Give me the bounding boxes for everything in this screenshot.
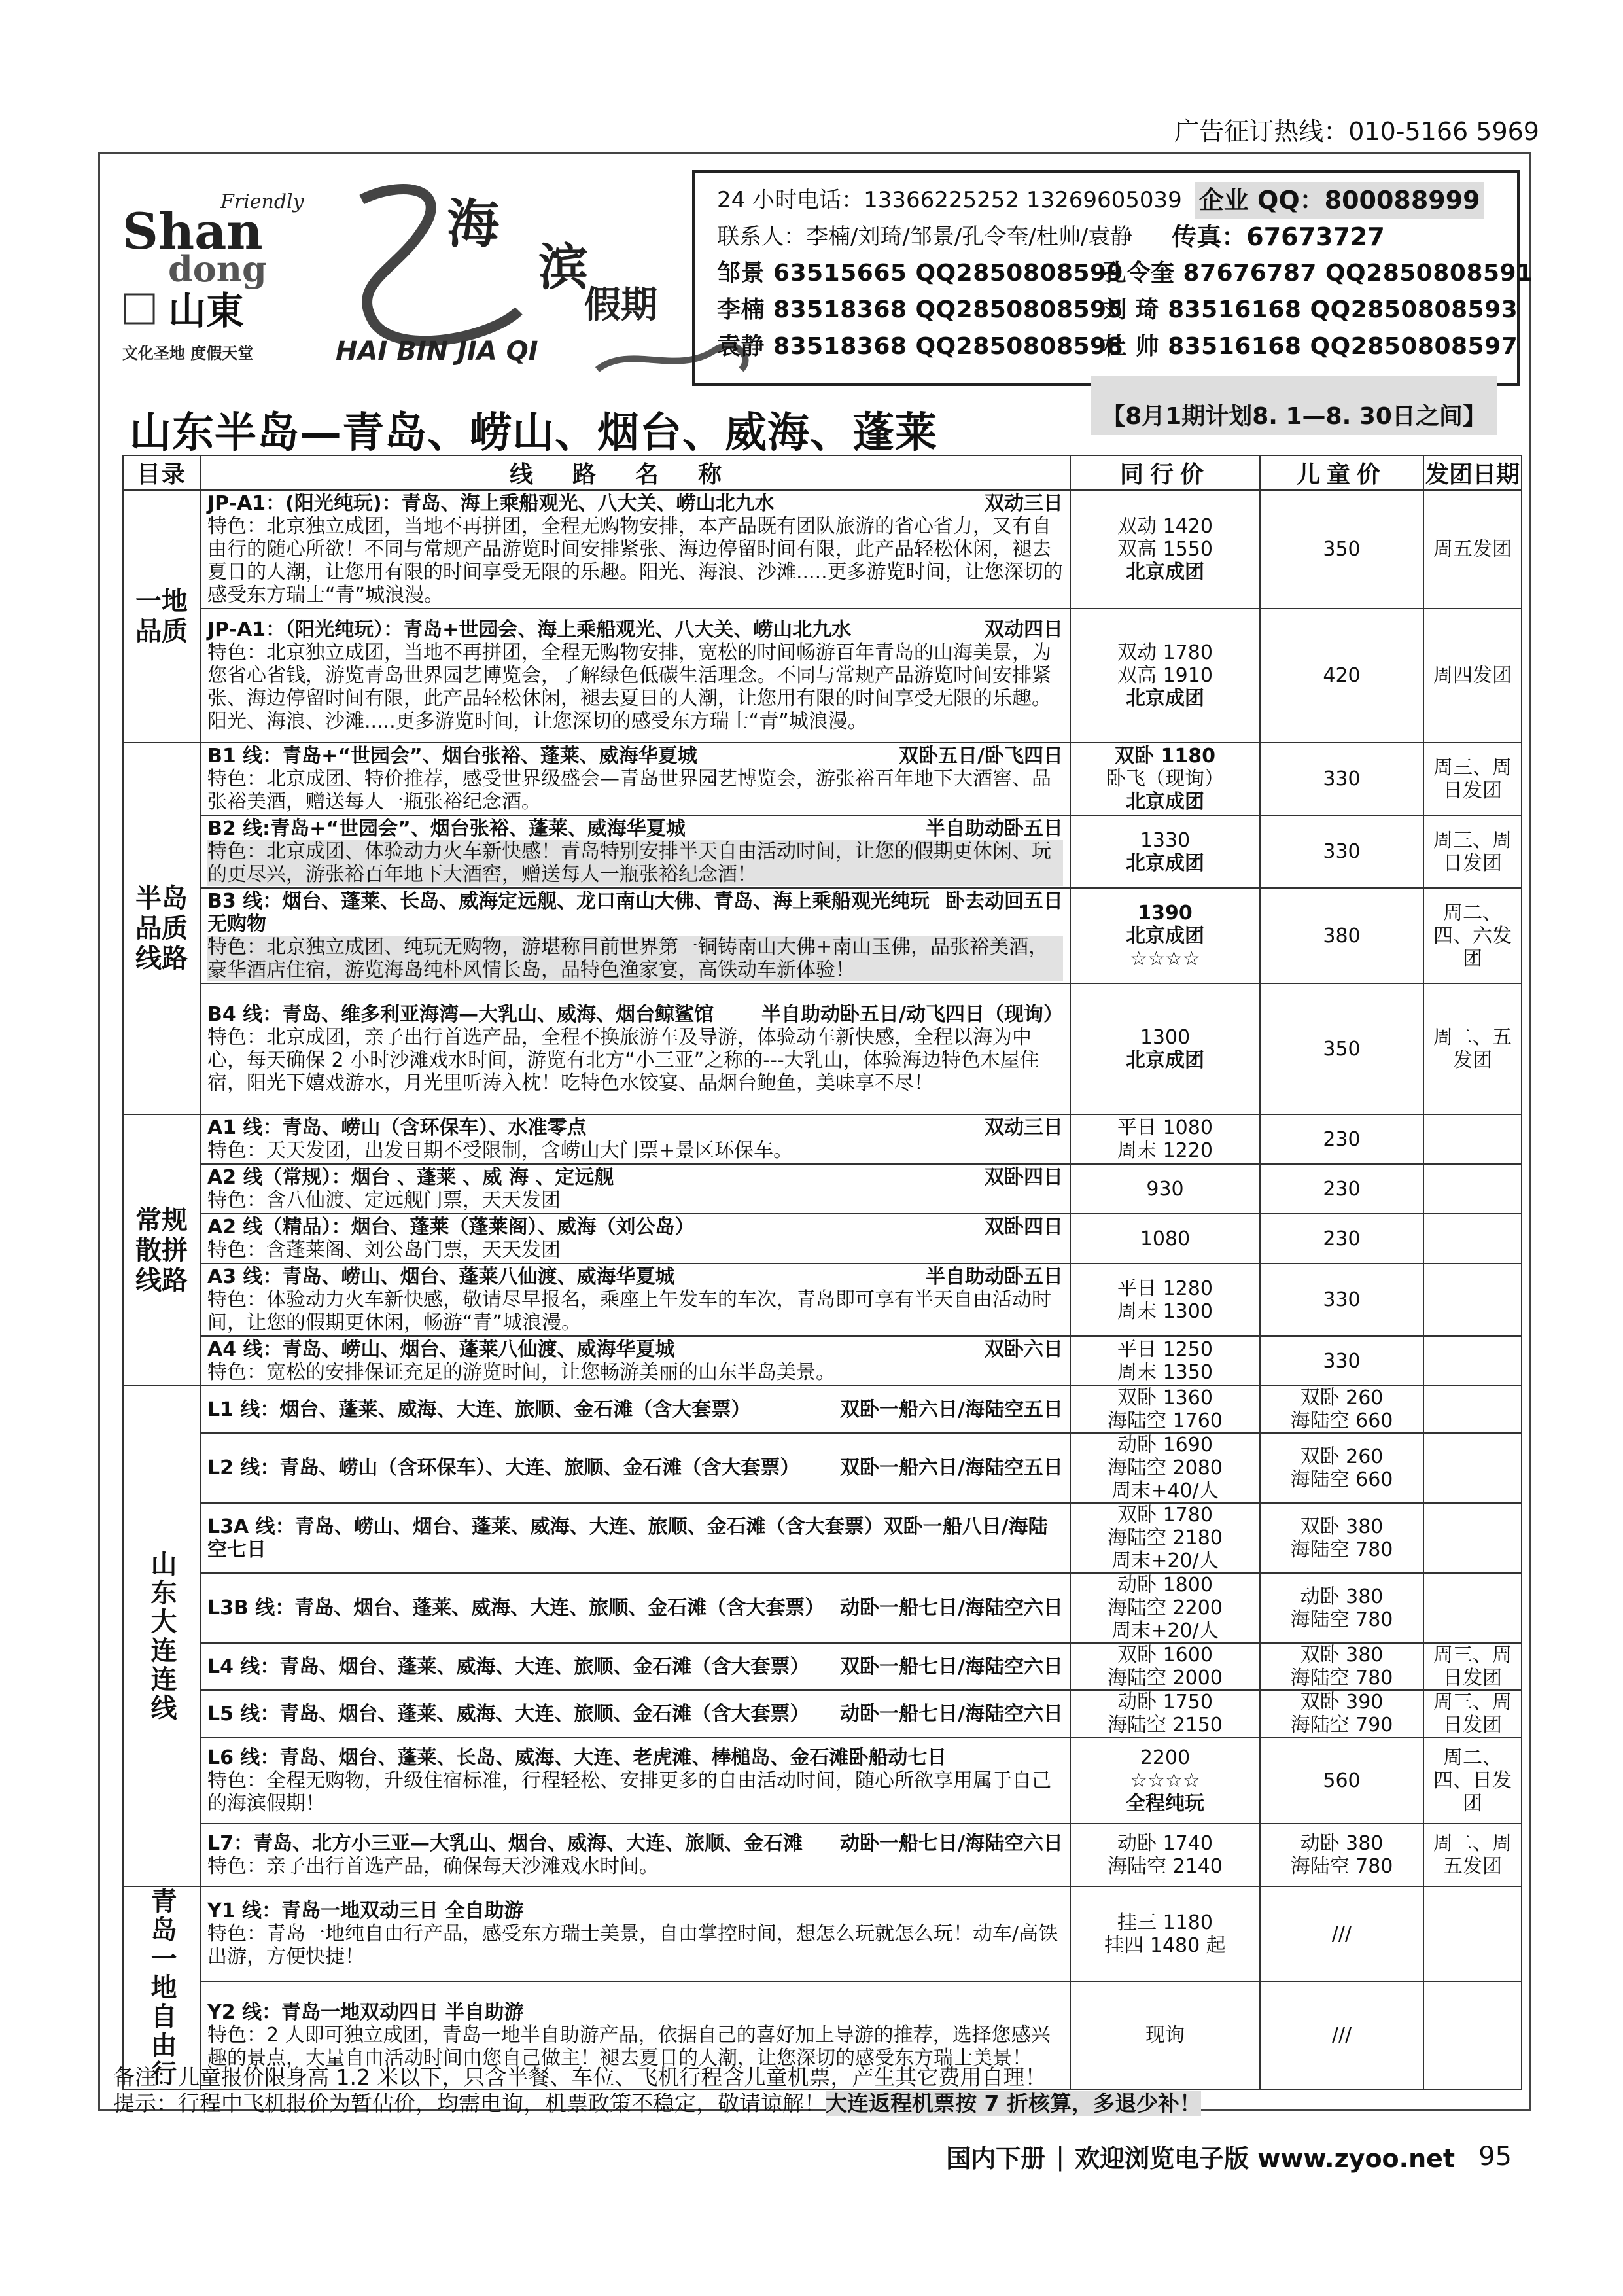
child-price-line: 双卧 380: [1300, 1644, 1384, 1667]
table-row: [123, 983, 1522, 1114]
route-features: 特色：北京独立成团、纯玩无购物，游堪称目前世界第一铜铸南山大佛+南山玉佛，品张裕美酒，豪华酒店住宿，游览海岛纯朴风情长岛，品特色渔家宴，高铁动车新体验！: [207, 936, 1063, 981]
route-name: B1 线：青岛+“世园会”、烟台张裕、蓬莱、威海华夏城: [207, 745, 697, 768]
contact-people: 联系人：李楠/刘琦/邹景/孔令奎/杜帅/袁静: [717, 224, 1133, 250]
price-line: 现询: [1145, 2024, 1185, 2047]
table-row: [123, 490, 1522, 609]
departure-cell: 周二、周五发团: [1423, 1824, 1522, 1886]
price-line: 平日 1250: [1117, 1338, 1213, 1361]
departure-cell: 周四发团: [1423, 609, 1522, 743]
route-features: 特色：天天发团，出发日期不受限制，含崂山大门票+景区环保车。: [207, 1139, 794, 1162]
route-title: [207, 1655, 1063, 1678]
child-price-line: 海陆空 660: [1290, 1409, 1393, 1432]
departure-cell: 周二、五发团: [1423, 983, 1522, 1114]
departure-cell: [1423, 1263, 1522, 1336]
child-price-cell: 330: [1260, 743, 1423, 815]
route-features: 特色：体验动力火车新快感，敬请尽早报名，乘座上午发车的车次，青岛即可享有半天自由活动时间，让您的假期更休闲，畅游“青”城浪漫。: [207, 1288, 1051, 1334]
route-name: L4 线：青岛、烟台、蓬莱、威海、大连、旅顺、金石滩（含大套票）: [207, 1655, 810, 1678]
table-row: [123, 1573, 1522, 1643]
route-name: B2 线:青岛+“世园会”、烟台张裕、蓬莱、威海华夏城: [207, 817, 686, 840]
departure-cell: [1423, 1336, 1522, 1386]
route-name: L1 线：烟台、蓬莱、威海、大连、旅顺、金石滩（含大套票）: [207, 1398, 751, 1421]
route-duration: 双卧六日: [985, 1338, 1063, 1361]
header-child-price: 儿童价: [1260, 455, 1423, 490]
route-name: L7：青岛、北方小三亚—大乳山、烟台、威海、大连、旅顺、金石滩: [207, 1832, 803, 1855]
price-cell: [1070, 1164, 1260, 1214]
header-price: 同行价: [1070, 455, 1260, 490]
price-line: 周末+20/人: [1111, 1549, 1219, 1572]
route-cell: [200, 1263, 1070, 1336]
table-row: [123, 1886, 1522, 1981]
route-features: 特色：北京独立成团，当地不再拼团，全程无购物安排，本产品既有团队旅游的省心省力，又有自由行的随心所欲！不同与常规产品游览时间安排紧张、海边停留时间有限，此产品轻松休闲，褪去夏日的人潮，让您用有限的时间享受无限的乐趣。阳光、海浪、沙滩.....更多游览时间，让您深切的感受东方瑞士“青”城浪漫。: [207, 515, 1063, 607]
contact-person-row: [717, 328, 1518, 365]
contact-person: 刘 琦 83516168 QQ2850808593: [1103, 296, 1518, 323]
price-cell: [1070, 1886, 1260, 1981]
departure-cell: [1423, 1114, 1522, 1164]
route-features: 特色：北京成团，亲子出行首选产品，全程不换旅游车及导游，体验动车新快感，全程以海为中心，每天确保 2 小时沙滩戏水时间，游览有北方“小三亚”之称的---大乳山，体验海边特色木屋住宿，阳光下嬉戏游水，月光里听涛入枕！吃特色水饺宴、品烟台鲍鱼，美味享不尽！: [207, 1026, 1039, 1095]
route-duration: 动卧一船七日/海陆空六日: [840, 1832, 1063, 1855]
price-cell: [1070, 1336, 1260, 1386]
route-title: [207, 2001, 1063, 2024]
page-frame: [98, 152, 1533, 2116]
price-cell: [1070, 1690, 1260, 1737]
note-child: 备注：儿童报价限身高 1.2 米以下，只含半餐、车位、飞机行程含儿童机票，产生其它费用自理！: [113, 2064, 1047, 2090]
child-price-cell: 330: [1260, 815, 1423, 888]
price-line: 1390: [1138, 901, 1193, 925]
contact-person: 孔令奎 87676787 QQ2850808591: [1103, 260, 1533, 287]
page-number: 95: [1478, 2141, 1512, 2172]
price-cell: [1070, 1433, 1260, 1503]
price-line: 海陆空 2200: [1108, 1597, 1223, 1619]
route-title: [207, 492, 1063, 515]
departure-cell: [1423, 1573, 1522, 1643]
child-price-line: 动卧 380: [1300, 1832, 1384, 1855]
page-footer: [946, 2138, 1512, 2174]
table-row: [123, 1824, 1522, 1886]
price-line: 周末 1300: [1117, 1299, 1213, 1323]
price-line: 2200: [1140, 1746, 1191, 1769]
note-tip: [113, 2091, 1201, 2117]
route-name: A2 线（精品）：烟台、蓬莱（蓬莱阁）、威海（刘公岛）: [207, 1216, 695, 1239]
route-features: 特色：北京成团、体验动力火车新快感！青岛特别安排半天自由活动时间，让您的假期更休闲、玩的更尽兴，游张裕百年地下大酒窖，赠送每人一瓶张裕纪念酒！: [207, 840, 1063, 886]
price-line: 1080: [1140, 1227, 1191, 1250]
price-cell: [1070, 983, 1260, 1114]
table-row: [123, 1214, 1522, 1263]
price-line: 双高 1910: [1117, 664, 1213, 687]
category-cell: 青岛一地自由行: [123, 1886, 200, 2089]
departure-cell: 周三、周日发团: [1423, 1643, 1522, 1690]
departure-cell: 周二、四、日发团: [1423, 1737, 1522, 1824]
route-title: [207, 1746, 1063, 1769]
footer-section: 国内下册: [946, 2144, 1046, 2173]
route-name: A2 线（常规）：烟台 、蓬莱 、威 海 、定远舰: [207, 1166, 614, 1189]
route-cell: [200, 1643, 1070, 1690]
price-cell: [1070, 1737, 1260, 1824]
price-line: 930: [1146, 1177, 1184, 1201]
route-cell: [200, 490, 1070, 609]
price-cell: [1070, 490, 1260, 609]
route-name: B4 线：青岛、维多利亚海湾—大乳山、威海、烟台鲸鲨馆: [207, 1003, 714, 1026]
child-price-cell: ///: [1260, 1981, 1423, 2089]
table-row: [123, 1263, 1522, 1336]
route-title: [207, 1265, 1063, 1288]
price-cell: [1070, 1386, 1260, 1433]
route-duration: 双动四日: [985, 618, 1063, 641]
route-name: Y2 线：青岛一地双动四日 半自助游: [207, 2001, 524, 2024]
price-line: 北京成团: [1126, 1049, 1204, 1072]
price-line: 平日 1280: [1117, 1277, 1213, 1300]
route-features: 特色：2 人即可独立成团，青岛一地半自助游产品，依据自己的喜好加上导游的推荐，选择您感兴趣的景点，大量自由活动时间由您自己做主！褪去夏日的人潮，让您深切的感受东方瑞士美景！: [207, 2024, 1051, 2070]
route-duration: 半自助动卧五日/动飞四日（现询）: [761, 1003, 1063, 1026]
child-price-line: 海陆空 790: [1290, 1714, 1393, 1737]
route-name: A3 线：青岛、崂山、烟台、蓬莱八仙渡、威海华夏城: [207, 1265, 675, 1288]
child-price-cell: 230: [1260, 1164, 1423, 1214]
route-cell: [200, 1690, 1070, 1737]
fax-number: 传真：67673727: [1172, 222, 1385, 251]
route-duration: 双卧一船六日/海陆空五日: [840, 1457, 1063, 1479]
table-row: [123, 888, 1522, 983]
price-line: 双高 1550: [1117, 538, 1213, 561]
route-duration: 动卧一船七日/海陆空六日: [840, 1702, 1063, 1725]
table-row: [123, 1164, 1522, 1214]
shandong-logo: [122, 190, 312, 366]
footer-link[interactable]: 欢迎浏览电子版 www.zyoo.net: [1075, 2144, 1456, 2173]
price-line: 挂四 1480 起: [1104, 1934, 1226, 1957]
table-row: [123, 1114, 1522, 1164]
child-price-cell: [1260, 1643, 1423, 1690]
route-table: [122, 455, 1522, 2090]
route-duration: 双卧四日: [985, 1166, 1063, 1189]
child-price-cell: 560: [1260, 1737, 1423, 1824]
price-cell: [1070, 1573, 1260, 1643]
route-name: L6 线：青岛、烟台、蓬莱、长岛、威海、大连、老虎滩、棒槌岛、金石滩卧船动七日: [207, 1746, 947, 1769]
notes: [113, 2064, 1201, 2117]
route-title: [207, 618, 1063, 641]
child-price-cell: ///: [1260, 1886, 1423, 1981]
price-line: 周末+20/人: [1111, 1619, 1219, 1642]
category-cell: 半岛品质线路: [123, 743, 200, 1114]
child-price-line: 动卧 380: [1300, 1585, 1384, 1608]
svg-text:Shan: Shan: [122, 202, 263, 260]
route-name: L2 线：青岛、崂山（含环保车）、大连、旅顺、金石滩（含大套票）: [207, 1457, 800, 1479]
route-title: [207, 745, 1063, 768]
route-title: [207, 1597, 1063, 1619]
price-cell: [1070, 1503, 1260, 1573]
price-line: ☆☆☆☆: [1130, 1769, 1200, 1792]
route-title: [207, 1457, 1063, 1479]
category-cell: 常规散拼线路: [123, 1114, 200, 1386]
price-line: 北京成团: [1126, 790, 1204, 813]
route-cell: [200, 743, 1070, 815]
route-cell: [200, 815, 1070, 888]
departure-cell: [1423, 1164, 1522, 1214]
route-title: [207, 1166, 1063, 1189]
svg-text:山東: 山東: [168, 289, 245, 333]
price-line: 海陆空 2150: [1108, 1714, 1223, 1737]
route-title: [207, 1899, 1063, 1922]
route-features: 特色：宽松的安排保证充足的游览时间，让您畅游美丽的山东半岛美景。: [207, 1361, 835, 1384]
route-cell: [200, 1164, 1070, 1214]
route-title: [207, 1116, 1063, 1139]
route-duration: 双卧一船六日/海陆空五日: [840, 1398, 1063, 1421]
table-row: [123, 1643, 1522, 1690]
price-cell: [1070, 1114, 1260, 1164]
route-name: L5 线：青岛、烟台、蓬莱、威海、大连、旅顺、金石滩（含大套票）: [207, 1702, 810, 1725]
contact-people-row: [717, 219, 1497, 255]
route-name: JP-A1：（阳光纯玩）：青岛+世园会、海上乘船观光、八大关、崂山北九水: [207, 618, 852, 641]
price-cell: [1070, 888, 1260, 983]
price-cell: [1070, 815, 1260, 888]
price-line: 挂三 1180: [1117, 1911, 1213, 1934]
departure-cell: [1423, 1214, 1522, 1263]
route-title: [207, 1216, 1063, 1239]
route-cell: [200, 1886, 1070, 1981]
price-line: 双卧 1180: [1115, 745, 1215, 768]
route-title: [207, 1003, 1063, 1026]
child-price-line: 双卧 390: [1300, 1691, 1384, 1714]
child-price-cell: 230: [1260, 1214, 1423, 1263]
route-title: [207, 890, 1063, 936]
svg-text:海: 海: [447, 193, 499, 255]
svg-text:HAI BIN JIA QI: HAI BIN JIA QI: [336, 336, 538, 366]
child-price-cell: 330: [1260, 1263, 1423, 1336]
route-cell: [200, 1214, 1070, 1263]
departure-cell: [1423, 1433, 1522, 1503]
departure-cell: 周三、周日发团: [1423, 743, 1522, 815]
price-line: 北京成团: [1126, 687, 1204, 710]
price-line: 海陆空 2000: [1108, 1667, 1223, 1689]
price-cell: [1070, 1643, 1260, 1690]
route-cell: [200, 1386, 1070, 1433]
price-line: 双动 1420: [1117, 515, 1213, 538]
child-price-line: 海陆空 780: [1290, 1538, 1393, 1561]
route-cell: [200, 983, 1070, 1114]
price-cell: [1070, 1214, 1260, 1263]
note-tip-text: 提示：行程中飞机报价为暂估价，均需电询，机票政策不稳定，敬请谅解！: [113, 2091, 826, 2116]
route-duration: 双卧五日/卧飞四日: [899, 745, 1063, 768]
table-row: [123, 1336, 1522, 1386]
route-title: [207, 1338, 1063, 1361]
table-row: [123, 1503, 1522, 1573]
departure-cell: [1423, 1886, 1522, 1981]
hotline-numbers: 13366225252 13269605039: [864, 187, 1182, 213]
contact-box: [692, 170, 1533, 386]
route-title: [207, 1703, 1063, 1725]
route-name: A4 线：青岛、崂山、烟台、蓬莱八仙渡、威海华夏城: [207, 1338, 675, 1361]
price-line: 平日 1080: [1117, 1116, 1213, 1139]
header-date: 发团日期: [1423, 455, 1522, 490]
note-tip-highlight: 大连返程机票按 7 折核算，多退少补！: [826, 2091, 1201, 2116]
table-row: [123, 743, 1522, 815]
child-price-cell: 330: [1260, 1336, 1423, 1386]
route-name: L3A 线：青岛、崂山、烟台、蓬莱、威海、大连、旅顺、金石滩（含大套票）双卧一船八日/海陆空七日: [207, 1515, 1048, 1561]
price-line: 周末 1220: [1117, 1139, 1213, 1162]
departure-cell: [1423, 1386, 1522, 1433]
departure-cell: 周三、周日发团: [1423, 815, 1522, 888]
route-features: 特色：北京独立成团，当地不再拼团，全程无购物安排，宽松的时间畅游百年青岛的山海美景，为您省心省钱，游览青岛世界园艺博览会，了解绿色低碳生活理念。不同与常规产品游览时间安排紧张、海边停留时间有限，此产品轻松休闲，褪去夏日的人潮，让您用有限的时间享受无限的乐趣。阳光、海浪、沙滩.....更多游览时间，让您深切的感受东方瑞士“青”城浪漫。: [207, 641, 1051, 733]
route-duration: 动卧一船七日/海陆空六日: [840, 1597, 1063, 1619]
price-line: 周末 1350: [1117, 1361, 1213, 1384]
route-title: [207, 817, 1063, 840]
price-line: 动卧 1690: [1117, 1434, 1213, 1457]
price-line: 海陆空 2080: [1108, 1457, 1223, 1479]
table-row: [123, 1690, 1522, 1737]
svg-text:滨: 滨: [538, 238, 588, 296]
table-row: [123, 1737, 1522, 1824]
price-line: 动卧 1800: [1117, 1574, 1213, 1597]
route-cell: [200, 888, 1070, 983]
route-title: [207, 1515, 1063, 1561]
price-line: ☆☆☆☆: [1130, 947, 1200, 970]
category-cell: 一地品质: [123, 490, 200, 743]
route-cell: [200, 1824, 1070, 1886]
price-line: 动卧 1740: [1117, 1832, 1213, 1855]
route-features: 特色：含蓬莱阁、刘公岛门票，天天发团: [207, 1239, 561, 1262]
child-price-line: 双卧 260: [1300, 1445, 1384, 1468]
price-cell: [1070, 1824, 1260, 1886]
route-duration: 卧去动回五日: [945, 890, 1063, 913]
svg-text:假期: 假期: [584, 283, 657, 327]
route-name: L3B 线：青岛、烟台、蓬莱、威海、大连、旅顺、金石滩（含大套票）: [207, 1597, 825, 1619]
child-price-cell: [1260, 1433, 1423, 1503]
child-price-line: 海陆空 780: [1290, 1608, 1393, 1631]
child-price-cell: [1260, 1503, 1423, 1573]
price-line: 双动 1780: [1117, 641, 1213, 664]
price-line: 1300: [1140, 1026, 1191, 1049]
departure-cell: 周三、周日发团: [1423, 1690, 1522, 1737]
route-cell: [200, 609, 1070, 743]
route-title: [207, 1832, 1063, 1855]
child-price-cell: 230: [1260, 1114, 1423, 1164]
table-row: [123, 1386, 1522, 1433]
route-cell: [200, 1114, 1070, 1164]
price-line: 北京成团: [1126, 924, 1204, 947]
header-category: 目录: [123, 455, 200, 490]
child-price-line: 海陆空 780: [1290, 1667, 1393, 1689]
child-price-line: 双卧 380: [1300, 1515, 1384, 1538]
price-line: 双卧 1780: [1117, 1504, 1213, 1527]
child-price-cell: [1260, 1573, 1423, 1643]
child-price-cell: 350: [1260, 983, 1423, 1114]
price-line: 全程纯玩: [1126, 1792, 1204, 1815]
contact-person: 袁静 83518368 QQ2850808598: [717, 333, 1124, 360]
child-price-cell: [1260, 1690, 1423, 1737]
price-line: 北京成团: [1126, 561, 1204, 584]
ad-hotline: 广告征订热线：010-5166 5969: [1174, 117, 1539, 146]
route-features: 特色：全程无购物，升级住宿标准，行程轻松、安排更多的自由活动时间，随心所欲享用属于自己的海滨假期！: [207, 1769, 1051, 1815]
departure-cell: [1423, 1503, 1522, 1573]
header-route: 线路名称: [200, 455, 1070, 490]
table-header: [123, 455, 1522, 490]
child-price-line: 海陆空 660: [1290, 1468, 1393, 1491]
child-price-cell: [1260, 1386, 1423, 1433]
price-line: 海陆空 2140: [1108, 1855, 1223, 1878]
route-duration: 双动三日: [985, 492, 1063, 515]
route-name: Y1 线：青岛一地双动三日 全自助游: [207, 1899, 524, 1923]
route-name: A1 线：青岛、崂山（含环保车）、水准零点: [207, 1116, 587, 1139]
contact-person: 李楠 83518368 QQ2850808595: [717, 296, 1124, 323]
departure-cell: 周五发团: [1423, 490, 1522, 609]
footer-divider: |: [1056, 2142, 1065, 2171]
table-row: [123, 609, 1522, 743]
route-duration: 双动三日: [985, 1116, 1063, 1139]
route-name: B3 线：烟台、蓬莱、长岛、威海定远舰、龙口南山大佛、青岛、海上乘船观光纯玩无购物: [207, 890, 930, 936]
page-title: 山东半岛—青岛、崂山、烟台、威海、蓬莱: [130, 409, 937, 457]
route-duration: 双卧一船七日/海陆空六日: [840, 1655, 1063, 1678]
contact-person-row: [717, 292, 1518, 328]
category-cell: 山东大连连线: [123, 1386, 200, 1886]
price-line: 海陆空 1760: [1108, 1409, 1223, 1432]
price-line: 北京成团: [1126, 851, 1204, 875]
route-name: JP-A1：(阳光纯玩)：青岛、海上乘船观光、八大关、崂山北九水: [207, 492, 775, 515]
price-cell: [1070, 609, 1260, 743]
table-row: [123, 815, 1522, 888]
child-price-line: 海陆空 780: [1290, 1855, 1393, 1878]
route-cell: [200, 1433, 1070, 1503]
departure-cell: [1423, 1981, 1522, 2089]
svg-text:Friendly: Friendly: [220, 190, 304, 213]
route-cell: [200, 1573, 1070, 1643]
route-cell: [200, 1336, 1070, 1386]
price-line: 卧飞（现询）: [1106, 768, 1224, 790]
period-badge: 【8月1期计划8. 1—8. 30日之间】: [1091, 376, 1497, 435]
svg-text:文化圣地 度假天堂: 文化圣地 度假天堂: [122, 344, 254, 362]
hotline-label: 24 小时电话：: [717, 187, 864, 213]
contact-hotline-row: [717, 182, 1497, 219]
route-features: 特色：北京成团、特价推荐，感受世界级盛会—青岛世界园艺博览会，游张裕百年地下大酒窖、品张裕美酒，赠送每人一瓶张裕纪念酒。: [207, 768, 1051, 813]
route-title: [207, 1398, 1063, 1421]
price-line: 海陆空 2180: [1108, 1527, 1223, 1549]
child-price-cell: 350: [1260, 490, 1423, 609]
child-price-line: 双卧 260: [1300, 1386, 1384, 1409]
qq-label: 企业 QQ：800088999: [1195, 182, 1484, 219]
svg-text:dong: dong: [168, 248, 267, 290]
price-cell: [1070, 1263, 1260, 1336]
route-cell: [200, 1503, 1070, 1573]
route-features: 特色：青岛一地纯自由行产品，感受东方瑞士美景，自由掌控时间，想怎么玩就怎么玩！动车/高铁出游，方便快捷！: [207, 1922, 1058, 1969]
contact-person: 杜 帅 83516168 QQ2850808597: [1103, 333, 1518, 360]
route-duration: 双卧四日: [985, 1216, 1063, 1239]
child-price-cell: 380: [1260, 888, 1423, 983]
departure-cell: 周二、四、六发团: [1423, 888, 1522, 983]
price-cell: [1070, 743, 1260, 815]
child-price-cell: 420: [1260, 609, 1423, 743]
price-line: 动卧 1750: [1117, 1691, 1213, 1714]
price-line: 周末+40/人: [1111, 1479, 1219, 1502]
contact-person-row: [717, 255, 1533, 292]
child-price-cell: [1260, 1824, 1423, 1886]
table-row: [123, 1433, 1522, 1503]
route-duration: 半自助动卧五日: [926, 1265, 1063, 1288]
price-line: 双卧 1600: [1117, 1644, 1213, 1667]
contact-person: 邹景 63515665 QQ2850808599: [717, 260, 1124, 287]
route-features: 特色：含八仙渡、定远舰门票，天天发团: [207, 1189, 561, 1212]
route-features: 特色：亲子出行首选产品，确保每天沙滩戏水时间。: [207, 1855, 659, 1878]
route-duration: 半自助动卧五日: [926, 817, 1063, 840]
price-line: 1330: [1140, 828, 1191, 852]
table-body: [123, 490, 1522, 2089]
price-line: 双卧 1360: [1117, 1386, 1213, 1409]
route-cell: [200, 1737, 1070, 1824]
